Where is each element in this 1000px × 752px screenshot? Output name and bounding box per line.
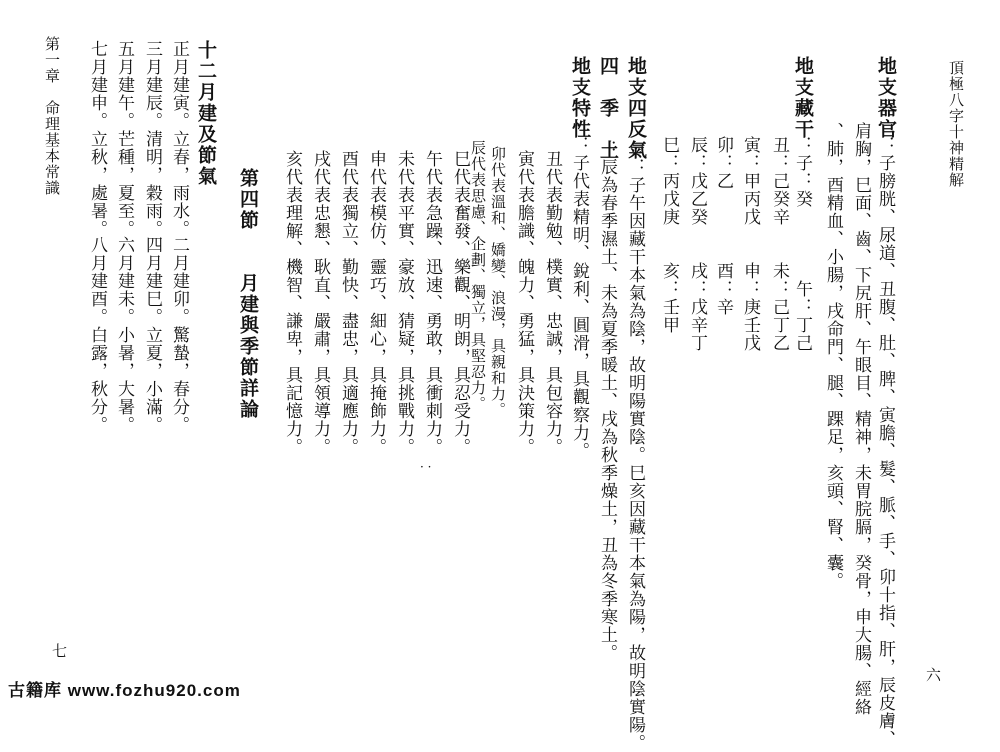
qiguan-line-1: ：子膀胱、尿道、丑腹、肚、脾、寅膽、髮、脈、手、卯十指、肝，辰皮膚、 (875, 136, 895, 748)
stray-marks: · · (420, 460, 432, 474)
heading-fanqi: 地支四反氣 (625, 56, 647, 161)
page-number-right: 六 (926, 666, 942, 684)
section-title: 第四節 月建與季節詳論 (237, 168, 259, 420)
texing-line-3: 寅代表膽識、魄力、勇猛，具決策力。 (514, 150, 534, 456)
canggan-line-5: 辰：戊乙癸 戌：戊辛丁 (687, 136, 707, 352)
month-line-1b: 二月建卯。驚蟄，春分。 (169, 236, 189, 434)
month-line-1a: 正月建寅。立春，雨水。 (169, 40, 189, 238)
texing-line-7: 午代表急躁、迅速、勇敢，具衝刺力。 (422, 150, 442, 456)
month-line-4b: 八月建酉。白露，秋分。 (87, 236, 107, 434)
texing-line-6: 巳代表奮發、樂觀、明朗，具忍受力。 (450, 150, 470, 456)
site-watermark: 古籍库 www.fozhu920.com (8, 681, 241, 700)
canggan-line-4: 卯：乙 酉：辛 (713, 136, 733, 316)
texing-line-12: 亥代表理解、機智、謙卑，具記憶力。 (282, 150, 302, 456)
month-line-3a: 五月建午。芒種，夏至。 (114, 40, 134, 238)
qiguan-line-2: 肩胸，巳面、齒、下尻肝、午眼目、精神，未胃脘膈，癸骨，申大腸、經絡 (851, 122, 871, 716)
qiguan-line-3: 、肺，酉精血、小腸，戌命門、腿、踝足，亥頭、腎、囊。 (823, 122, 843, 590)
siji-line-1: ：辰為春季濕土、未為夏季暖土、戌為秋季燥土，丑為冬季寒土。 (597, 140, 617, 662)
month-line-2b: 四月建巳。立夏，小滿。 (142, 236, 162, 434)
canggan-line-3: 寅：甲丙戊 申：庚壬戊 (740, 136, 760, 352)
texing-line-8: 未代表平實、豪放、猜疑，具挑戰力。 (394, 150, 414, 456)
heading-siji: 四 季 土 (597, 56, 619, 161)
running-title-left: 第一章 命理基本常識 (43, 36, 61, 196)
running-title-right: 頂極八字十神精解 (947, 60, 965, 188)
month-line-4a: 七月建申。立秋，處暑。 (87, 40, 107, 238)
canggan-line-2: 丑：己癸辛 未：己丁乙 (769, 136, 789, 352)
canggan-line-6: 巳：丙戊庚 亥：壬甲 (659, 136, 679, 334)
texing-line-5: 辰代表思慮、企劃、獨立，具堅忍力。 (469, 140, 487, 412)
texing-line-9: 申代表模仿、靈巧、細心，具掩飾力。 (366, 150, 386, 456)
page-number-left: 七 (52, 642, 68, 660)
canggan-line-1: ：子：癸 午：丁己 (792, 136, 812, 352)
fanqi-line-1: ：子午因藏干本氣為陰，故明陽實陰。巳亥因藏干本氣為陽，故明陰實陽。 (625, 158, 645, 752)
texing-line-10: 酉代表獨立、勤快、盡忠，具適應力。 (338, 150, 358, 456)
month-line-3b: 六月建未。小暑，大暑。 (114, 236, 134, 434)
texing-line-11: 戌代表忠懇、耿直、嚴肅，具領導力。 (310, 150, 330, 456)
heading-canggan: 地支藏干 (792, 56, 814, 140)
heading-qiguan: 地支器官 (875, 56, 897, 140)
texing-line-4: 卯代表溫和、嬌變、浪漫，具親和力。 (489, 146, 507, 418)
texing-line-1: ：子代表精明、銳利、圓滑，具觀察力。 (569, 136, 589, 460)
month-line-2a: 三月建辰。清明，穀雨。 (142, 40, 162, 238)
texing-line-2: 丑代表勤勉、樸實、忠誠，具包容力。 (542, 150, 562, 456)
subsection-heading: 十二月建及節氣 (195, 40, 217, 187)
heading-texing: 地支特性 (569, 56, 591, 140)
